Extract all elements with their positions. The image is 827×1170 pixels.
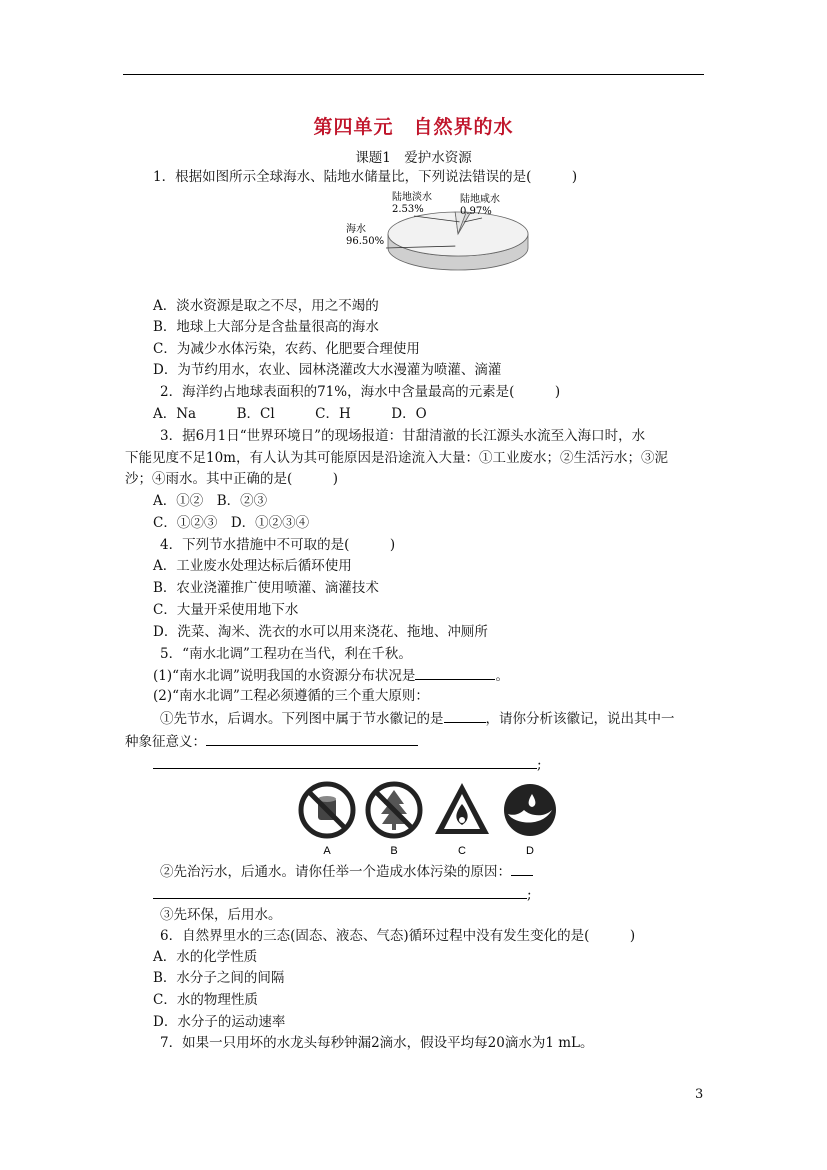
pie-label-2: 陆地咸水 — [460, 194, 500, 205]
q1-option-b: B．地球上大部分是含盐量很高的海水 — [153, 319, 379, 335]
pie-value-label-0: 96.50% — [346, 236, 385, 247]
q1-stem: 1．根据如图所示全球海水、陆地水储量比，下列说法错误的是( ) — [153, 169, 578, 185]
q5-p2-blank-cont[interactable] — [153, 884, 527, 899]
q5-p2-blank[interactable] — [511, 861, 533, 876]
q7-stem: 7．如果一只用坏的水龙头每秒钟漏2滴水，假设平均每20滴水为1 mL。 — [160, 1035, 594, 1051]
pie-label-1: 陆地淡水 — [392, 192, 432, 203]
q1-option-d: D．为节约用水，农业、园林浇灌改大水漫灌为喷灌、滴灌 — [153, 362, 502, 378]
q5-sub1 — [153, 665, 509, 685]
sign-a-icon — [301, 784, 353, 836]
q5-p1-text-b: ，请你分析该徽记，说出其中一 — [485, 711, 675, 727]
q5-p1-blank-meaning[interactable] — [206, 731, 418, 746]
q5-part2-line2 — [153, 884, 532, 904]
pie-value-label-2: 0.97% — [460, 206, 492, 217]
q5-part2-line1 — [160, 861, 533, 881]
sign-d-icon — [504, 784, 556, 836]
q5-sub1-end: 。 — [495, 668, 509, 684]
q5-p1-text-a: ①先节水，后调水。下列图中属于节水徽记的是 — [160, 711, 444, 727]
q4-option-a: A．工业废水处理达标后循环使用 — [153, 558, 352, 574]
q5-p1-blank-sign[interactable] — [444, 708, 486, 723]
q3-options-ab: A．①② B．②③ — [153, 493, 268, 509]
sign-label-d: D — [526, 845, 534, 857]
q5-p2-text: ②先治污水，后通水。请你任举一个造成水体污染的原因： — [160, 864, 511, 880]
q5-part3: ③先环保，后用水。 — [160, 907, 282, 923]
q3-line2: 下能见度不足10m，有人认为其可能原因是沿途流入大量：①工业废水；②生活污水；③泥 — [125, 450, 668, 466]
q4-option-d: D．洗菜、淘米、洗衣的水可以用来浇花、拖地、冲厕所 — [153, 624, 488, 640]
q5-p2-semicolon: ; — [527, 887, 532, 903]
sign-c-icon — [435, 783, 489, 834]
q5-stem: 5．“南水北调”工程功在当代，利在千秋。 — [160, 646, 412, 662]
q5-part1-line2 — [125, 731, 418, 751]
sign-label-c: C — [458, 845, 466, 857]
q1-option-a: A．淡水资源是取之不尽，用之不竭的 — [153, 298, 379, 314]
q5-part1-line3 — [153, 754, 542, 774]
sign-label-b: B — [390, 845, 398, 857]
q5-sub1-text: (1)“南水北调”说明我国的水资源分布状况是 — [153, 668, 416, 684]
q6-option-a: A．水的化学性质 — [153, 949, 258, 965]
q3-options-cd: C．①②③ D．①②③④ — [153, 515, 310, 531]
q3-line1: 3．据6月1日“世界环境日”的现场报道：甘甜清澈的长江源头水流至入海口时，水 — [160, 428, 646, 444]
pie-value-label-1: 2.53% — [392, 204, 424, 215]
lesson-title: 课题1 爱护水资源 — [355, 150, 472, 166]
q5-sub1-blank[interactable] — [415, 665, 495, 680]
q6-option-d: D．水分子的运动速率 — [153, 1014, 286, 1030]
sign-b-icon — [368, 784, 420, 836]
q5-p1-semicolon: ; — [537, 757, 542, 773]
unit-title: 第四单元 自然界的水 — [313, 116, 514, 138]
q4-option-c: C．大量开采使用地下水 — [153, 602, 299, 618]
pie-label-0: 海水 — [346, 224, 366, 235]
header-rule — [123, 74, 704, 75]
q6-option-c: C．水的物理性质 — [153, 992, 258, 1008]
water-pie-chart — [340, 186, 540, 296]
sign-label-a: A — [323, 845, 331, 857]
q1-option-c: C．为减少水体污染，农药、化肥要合理使用 — [153, 341, 420, 357]
water-signs-figure — [292, 780, 562, 860]
q5-sub2: (2)“南水北调”工程必须遵循的三个重大原则： — [153, 688, 429, 704]
q6-stem: 6．自然界里水的三态(固态、液态、气态)循环过程中没有发生变化的是( ) — [160, 928, 636, 944]
q5-p1-blank-meaning-cont[interactable] — [153, 754, 537, 769]
q6-option-b: B．水分子之间的间隔 — [153, 970, 285, 986]
q2-options: A．Na B．Cl C．H D．O — [153, 406, 427, 422]
q2-stem: 2．海洋约占地球表面积的71%，海水中含量最高的元素是( ) — [160, 384, 561, 400]
q4-option-b: B．农业浇灌推广使用喷灌、滴灌技术 — [153, 580, 379, 596]
q3-line3: 沙；④雨水。其中正确的是( ) — [125, 471, 339, 487]
page-number: 3 — [695, 1087, 704, 1102]
q5-p1-text-c: 种象征意义： — [125, 734, 206, 750]
q4-stem: 4．下列节水措施中不可取的是( ) — [160, 537, 396, 553]
q5-part1-line1 — [160, 708, 675, 728]
